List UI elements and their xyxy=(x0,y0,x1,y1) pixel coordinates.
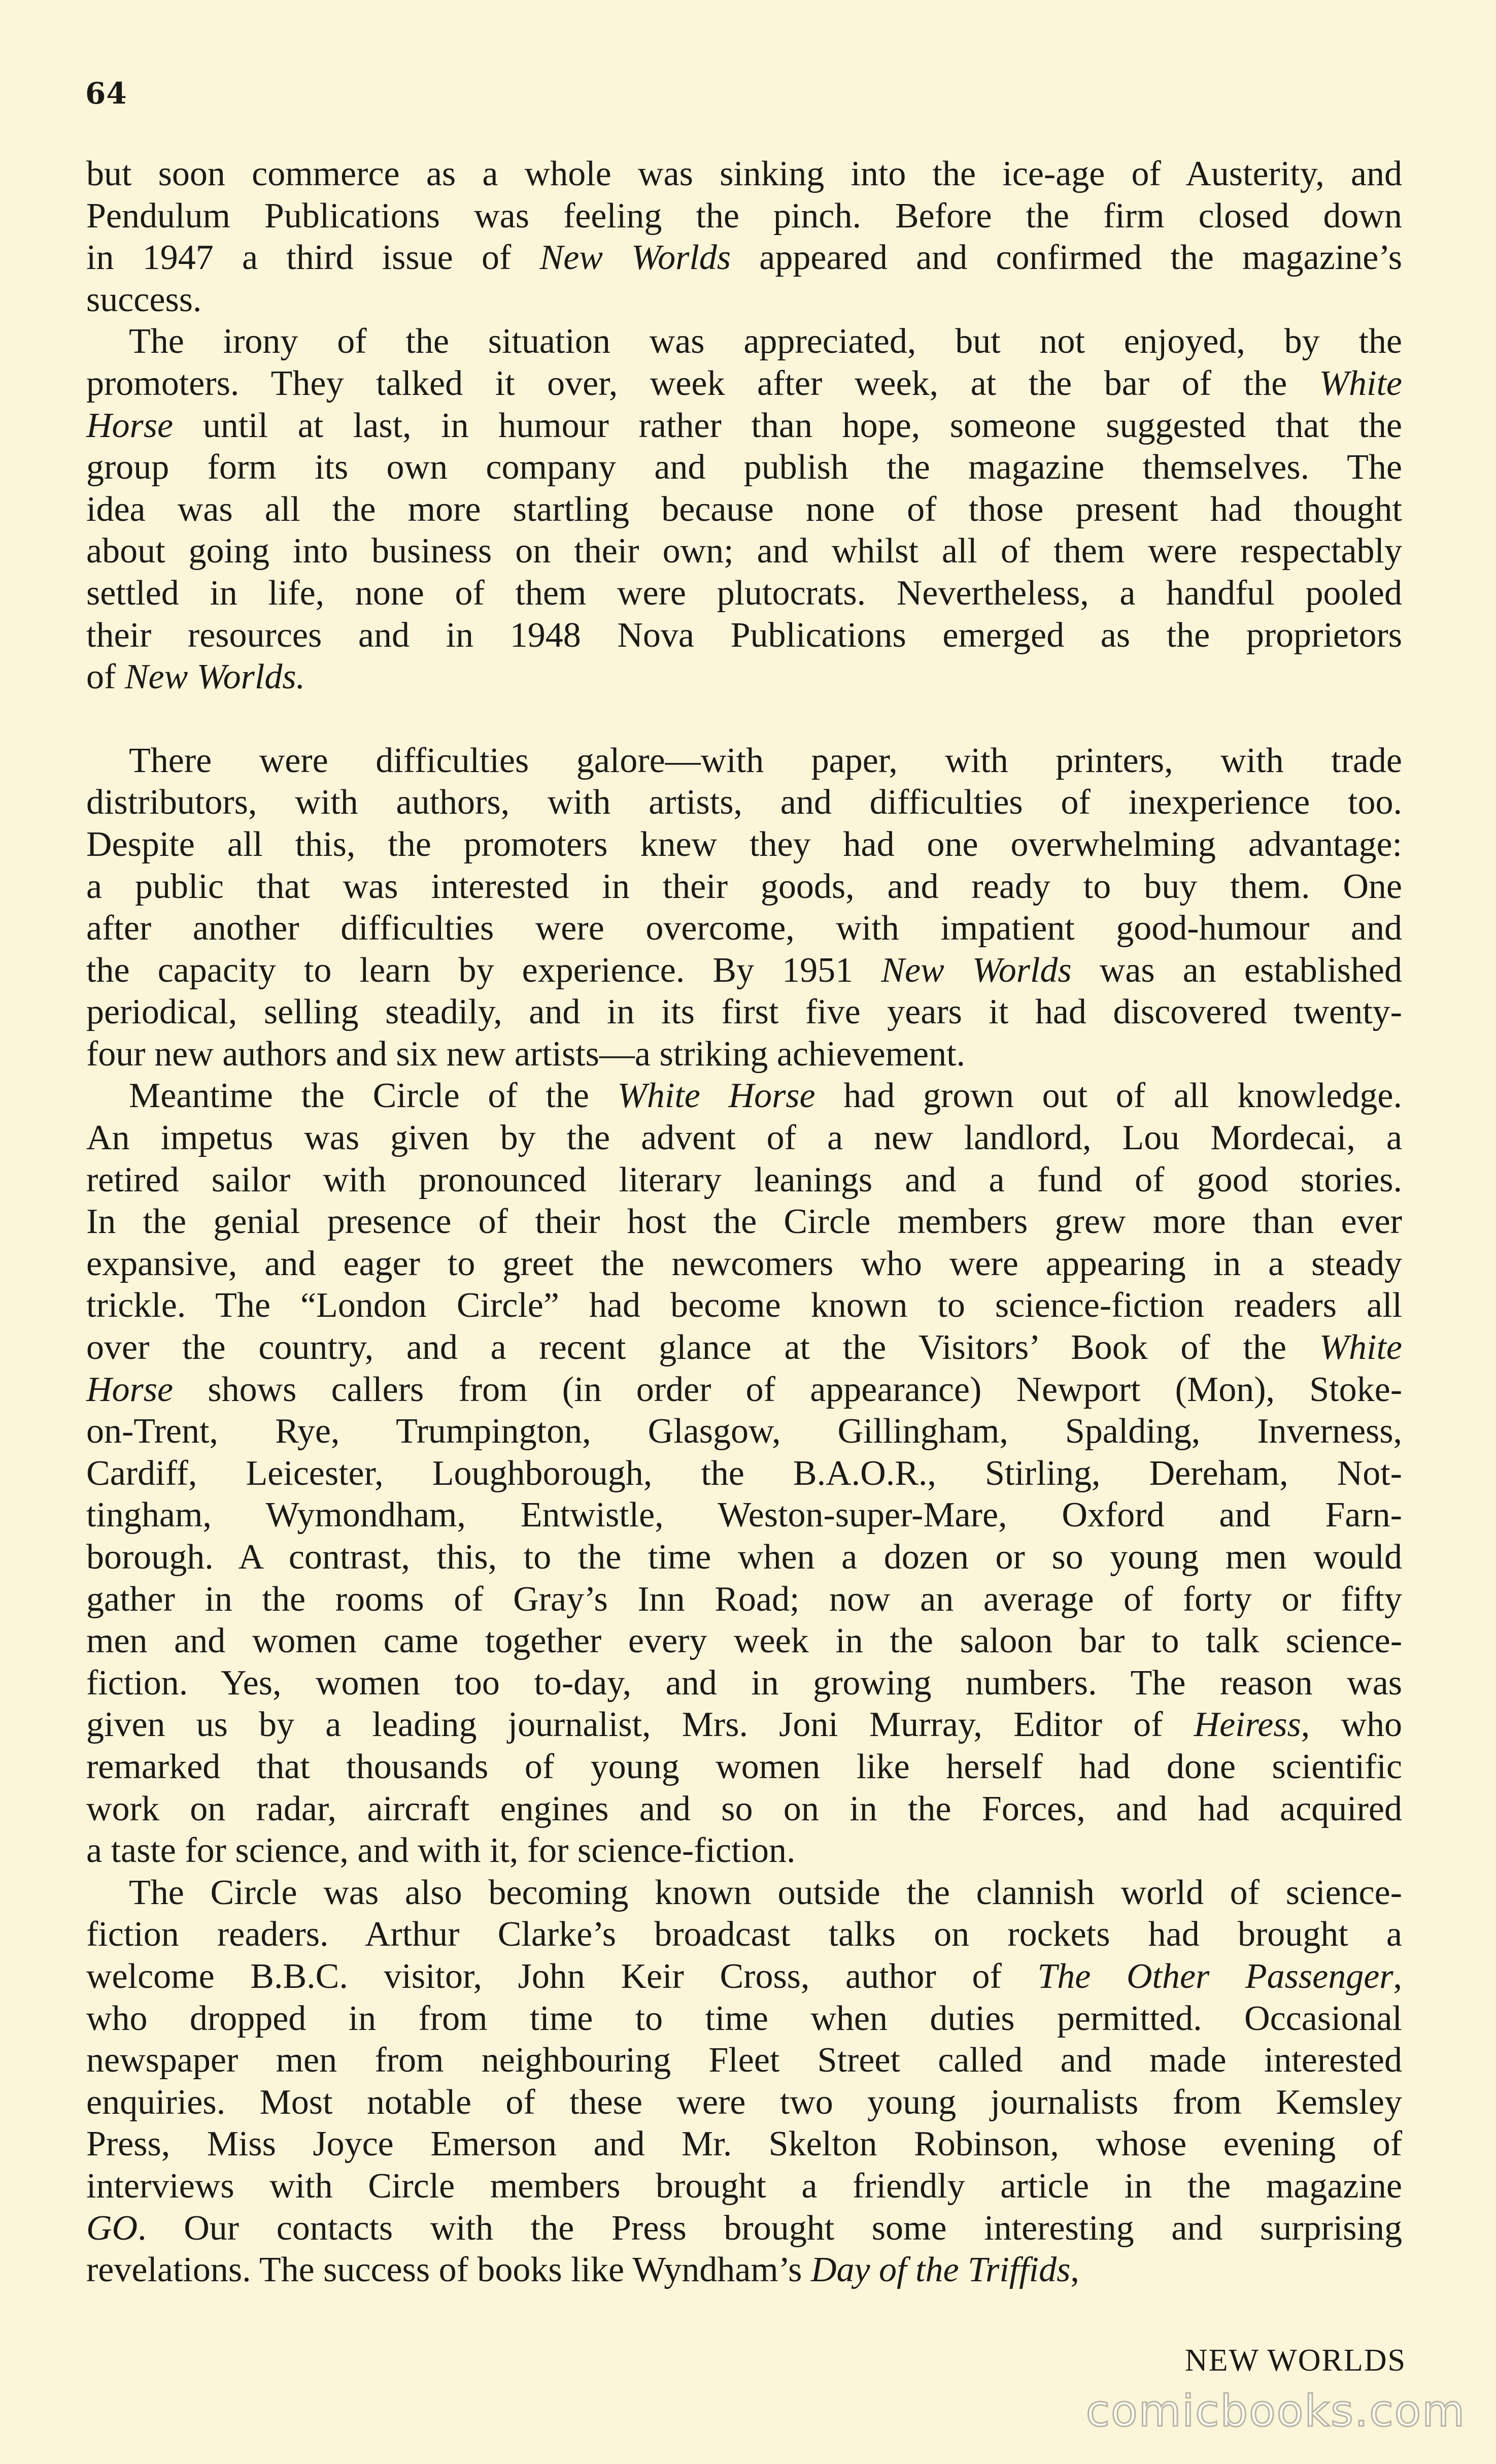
italic-title: GO xyxy=(86,2208,138,2248)
paragraph xyxy=(86,1872,1402,2291)
italic-title: The Other Passenger xyxy=(1037,1956,1393,1996)
text-line: Meantime the Circle of the White Horse had grown out of all knowledge. xyxy=(129,1076,1402,1116)
text-line: retired sailor with pronounced literary leanings and a fund of good stories. xyxy=(86,1160,1402,1200)
italic-title: New Worlds xyxy=(881,950,1072,990)
text-line: success. xyxy=(86,280,202,319)
text-line: Cardiff, Leicester, Loughborough, the B.A.O.R., Stirling, Dereham, Not- xyxy=(86,1453,1402,1493)
paragraph xyxy=(86,740,1402,1076)
text-line: idea was all the more startling because none of those present had thought xyxy=(86,489,1402,529)
text-line: given us by a leading journalist, Mrs. Joni Murray, Editor of Heiress, who xyxy=(86,1705,1402,1745)
paragraph xyxy=(86,153,1402,321)
text-line: gather in the rooms of Gray’s Inn Road; now an average of forty or fifty xyxy=(86,1579,1402,1619)
text-line: enquiries. Most notable of these were two young journalists from Kemsley xyxy=(86,2082,1402,2122)
text-line: a taste for science, and with it, for science-fiction. xyxy=(86,1831,796,1871)
text-line: Horse shows callers from (in order of appearance) Newport (Mon), Stoke- xyxy=(86,1370,1402,1409)
text-line: a public that was interested in their goods, and ready to buy them. One xyxy=(86,867,1402,906)
text-line: Press, Miss Joyce Emerson and Mr. Skelton Robinson, whose evening of xyxy=(86,2124,1402,2164)
text-line: The irony of the situation was appreciated, but not enjoyed, by the xyxy=(129,322,1402,361)
text-line: over the country, and a recent glance at the Visitors’ Book of the White xyxy=(86,1328,1402,1368)
text-line: interviews with Circle members brought a friendly article in the magazine xyxy=(86,2166,1402,2206)
body-text xyxy=(86,153,1402,2291)
text-line: welcome B.B.C. visitor, John Keir Cross, author of The Other Passenger, xyxy=(86,1956,1403,1996)
italic-title: White xyxy=(1319,1328,1402,1368)
running-footer-title: NEW WORLDS xyxy=(1184,2343,1406,2378)
text-line: settled in life, none of them were plutocrats. Nevertheless, a handful pooled xyxy=(86,573,1402,613)
text-line: Pendulum Publications was feeling the pinch. Before the firm closed down xyxy=(86,196,1402,236)
text-line: remarked that thousands of young women like herself had done scientific xyxy=(86,1747,1402,1786)
italic-title: New Worlds xyxy=(539,238,731,278)
text-line: periodical, selling steadily, and in its first five years it had discovered twenty- xyxy=(86,992,1402,1032)
italic-title: Day of the Triffids xyxy=(810,2250,1071,2290)
text-line: four new authors and six new artists—a striking achievement. xyxy=(86,1034,966,1074)
text-line: fiction readers. Arthur Clarke’s broadcast talks on rockets had brought a xyxy=(86,1915,1402,1954)
text-line: fiction. Yes, women too to-day, and in growing numbers. The reason was xyxy=(86,1663,1402,1703)
text-line: newspaper men from neighbouring Fleet Street called and made interested xyxy=(86,2041,1402,2080)
text-line: An impetus was given by the advent of a new landlord, Lou Mordecai, a xyxy=(86,1118,1402,1158)
italic-title: Horse xyxy=(86,1370,174,1409)
text-line: borough. A contrast, this, to the time when a dozen or so young men would xyxy=(86,1538,1402,1577)
text-line: men and women came together every week in the saloon bar to talk science- xyxy=(86,1621,1402,1661)
text-line: tingham, Wymondham, Entwistle, Weston-super-Mare, Oxford and Farn- xyxy=(86,1495,1402,1535)
italic-title: White xyxy=(1319,363,1402,403)
italic-title: White Horse xyxy=(617,1076,815,1116)
text-line: Despite all this, the promoters knew they had one overwhelming advantage: xyxy=(86,824,1402,864)
text-line: In the genial presence of their host the Circle members grew more than ever xyxy=(86,1202,1402,1242)
text-line: in 1947 a third issue of New Worlds appeared and confirmed the magazine’s xyxy=(86,238,1402,278)
italic-title: Heiress xyxy=(1194,1705,1301,1745)
text-line: The Circle was also becoming known outside the clannish world of science- xyxy=(129,1873,1402,1912)
text-line: GO. Our contacts with the Press brought some interesting and surprising xyxy=(86,2208,1402,2248)
text-line: group form its own company and publish the magazine themselves. The xyxy=(86,448,1402,487)
text-line: distributors, with authors, with artists, and difficulties of inexperience too. xyxy=(86,783,1402,822)
text-line: expansive, and eager to greet the newcomers who were appearing in a steady xyxy=(86,1244,1402,1283)
text-line: after another difficulties were overcome, with impatient good-humour and xyxy=(86,909,1402,948)
paragraph xyxy=(86,321,1402,698)
text-line: Horse until at last, in humour rather than hope, someone suggested that the xyxy=(86,406,1402,445)
text-line: the capacity to learn by experience. By 1951 New Worlds was an established xyxy=(86,950,1402,990)
page-number: 64 xyxy=(85,76,127,111)
italic-title: Horse xyxy=(86,406,174,445)
text-line: on-Trent, Rye, Trumpington, Glasgow, Gillingham, Spalding, Inverness, xyxy=(86,1412,1402,1451)
paragraph xyxy=(86,1075,1402,1872)
text-line: revelations. The success of books like Wyndham’s Day of the Triffids, xyxy=(86,2250,1079,2290)
text-line: but soon commerce as a whole was sinking into the ice-age of Austerity, and xyxy=(86,154,1402,193)
text-line: who dropped in from time to time when duties permitted. Occasional xyxy=(86,1999,1402,2038)
text-line: promoters. They talked it over, week after week, at the bar of the White xyxy=(86,363,1402,403)
text-line: There were difficulties galore—with paper, with printers, with trade xyxy=(129,741,1402,780)
text-line: trickle. The “London Circle” had become known to science-fiction readers all xyxy=(86,1286,1402,1325)
text-line: about going into business on their own; and whilst all of them were respectably xyxy=(86,531,1402,571)
text-line: of New Worlds. xyxy=(86,657,305,697)
text-line: their resources and in 1948 Nova Publications emerged as the proprietors xyxy=(86,615,1402,655)
italic-title: New Worlds. xyxy=(124,657,305,697)
watermark: comicbooks.com xyxy=(1085,2386,1466,2437)
text-line: work on radar, aircraft engines and so on in the Forces, and had acquired xyxy=(86,1789,1402,1828)
